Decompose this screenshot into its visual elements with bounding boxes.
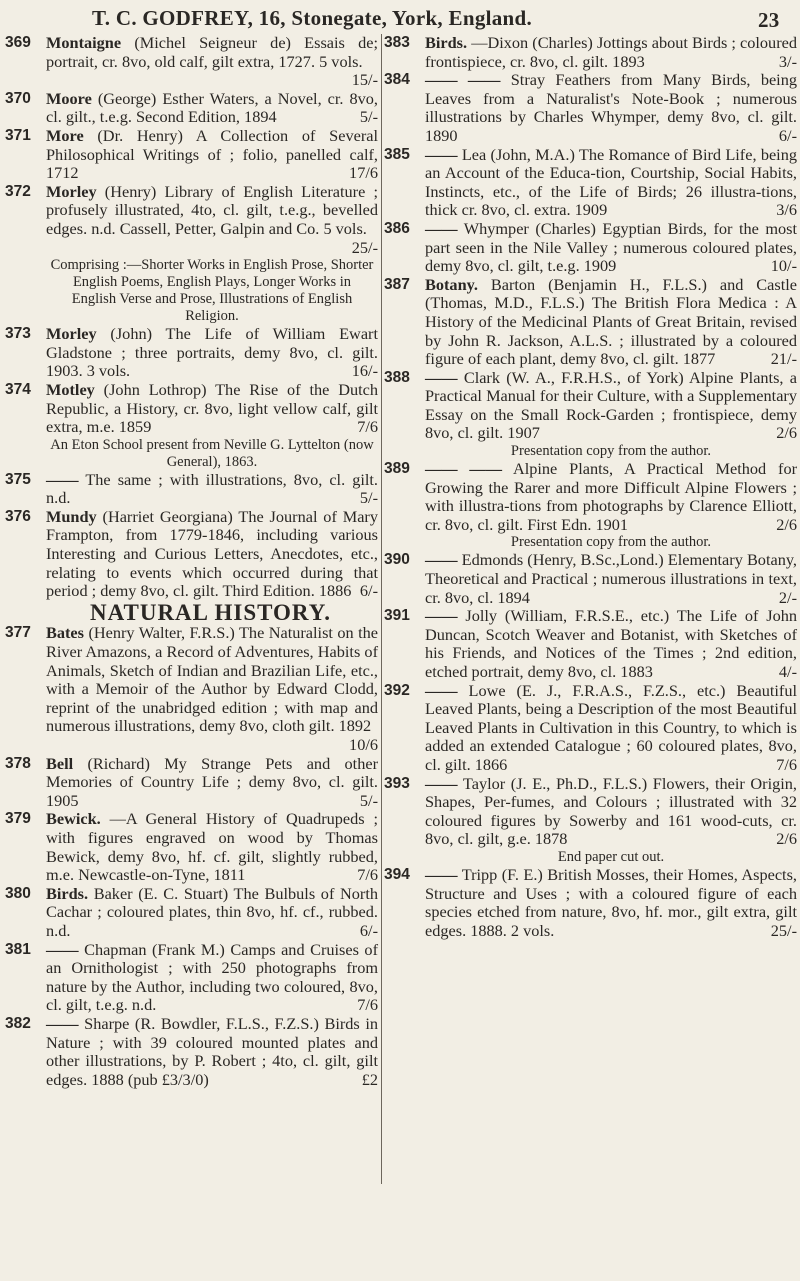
entry-description: Baker (E. C. Stuart) The Bulbuls of North Cachar ; coloured plates, thin 8vo, hf. cf., rubbed. n.d. bbox=[46, 883, 378, 940]
entry-text bbox=[46, 1015, 378, 1089]
entry-price: 25/- bbox=[770, 920, 797, 940]
entry-description: (John Lothrop) The Rise of the Dutch Republic, a History, cr. 8vo, light vellow calf, gilt extra, m.e. 1859 bbox=[46, 379, 378, 437]
entry-text bbox=[46, 755, 378, 811]
entry-price: 7/6 bbox=[357, 417, 378, 437]
entry-description: Whymper (Charles) Egyptian Birds, for the most part seen in the Nile Valley ; numerous coloured plates, demy 8vo, cl. gilt, t.e.g. 1909 bbox=[425, 218, 797, 276]
entry-text bbox=[46, 941, 378, 1015]
entry-author: Birds. bbox=[425, 33, 468, 52]
entry-number: 382 bbox=[5, 1014, 31, 1032]
section-heading: NATURAL HISTORY. bbox=[89, 599, 331, 625]
entry-description: Jolly (William, F.R.S.E., etc.) The Life of John Duncan, Scotch Weaver and Botanist, with Sketches of his Friends, and Notices of the Times ; 2nd edition, etched portrait, demy 8vo, cl. 1883 bbox=[425, 606, 797, 681]
entry-price: 6/- bbox=[359, 581, 378, 601]
entry-description: (Harriet Georgiana) The Journal of Mary Frampton, from 1779-1846, including various Interesting and Curious Letters, Anecdotes, etc., relating to events which occurred during that period ; demy 8vo, cl. gilt. Third Edition. 1886 bbox=[46, 506, 378, 601]
catalogue-entry bbox=[384, 34, 797, 71]
entry-author: Montaigne bbox=[46, 33, 122, 52]
entry-text bbox=[46, 34, 378, 90]
entry-number: 371 bbox=[5, 126, 31, 144]
entry-author: Morley bbox=[46, 324, 97, 344]
entry-author: Botany. bbox=[425, 274, 478, 294]
entry-price: 5/- bbox=[359, 488, 378, 508]
catalogue-entry bbox=[384, 71, 797, 145]
entry-number: 385 bbox=[384, 145, 410, 163]
page-header bbox=[0, 6, 800, 34]
entry-author: Bewick. bbox=[46, 809, 101, 829]
catalogue-entry bbox=[384, 460, 797, 551]
catalogue-entry bbox=[5, 1015, 378, 1089]
entry-author: —— bbox=[425, 680, 458, 700]
entry-number: 372 bbox=[5, 182, 31, 200]
entry-price: 5/- bbox=[359, 790, 378, 810]
catalogue-entry bbox=[5, 381, 378, 471]
entry-description: Tripp (F. E.) British Mosses, their Homes, Aspects, Structure and Uses ; with a coloured figure of each species etched from nature, 8vo, hf. mor., gilt extra, gilt edges. 1888. 2 vols. bbox=[425, 864, 797, 940]
entry-number: 392 bbox=[384, 681, 410, 699]
entry-number: 377 bbox=[5, 624, 31, 642]
entry-author: —— bbox=[425, 367, 458, 387]
entry-description: (John) The Life of William Ewart Gladstone ; three portraits, demy 8vo, cl. gilt. 1903. 3 vols. bbox=[46, 324, 378, 381]
entry-price: 4/- bbox=[778, 662, 797, 681]
entry-description: The same ; with illustrations, 8vo, cl. gilt. n.d. bbox=[46, 469, 378, 508]
entry-text bbox=[425, 460, 797, 534]
entry-author: —— —— bbox=[425, 70, 501, 90]
entry-description: Alpine Plants, A Practical Method for Growing the Rarer and more Difficult Alpine Flowers ; with illustra-tions from photographs by Clarence Elliott, cr. 8vo, cl. gilt. First Edn. 1901 bbox=[425, 459, 798, 534]
catalogue-entry bbox=[5, 183, 378, 325]
catalogue-entry bbox=[5, 34, 378, 90]
catalogue-entry bbox=[5, 755, 378, 811]
entry-author: Birds. bbox=[46, 883, 89, 903]
entry-description: Sharpe (R. Bowdler, F.L.S., F.Z.S.) Birds in Nature ; with 39 coloured mounted plates and other illustrations, by P. Robert ; 4to, cl. gilt, gilt edges. 1888 (pub £3/3/0) bbox=[46, 1013, 378, 1089]
entry-number: 383 bbox=[384, 34, 410, 51]
entry-note: Presentation copy from the author. bbox=[510, 534, 712, 551]
entry-description: Lea (John, M.A.) The Romance of Bird Life, being an Account of the Educa-tion, Courtship, Social Habits, Instincts, etc., of the Life of Birds; 26 illustra-tions, thick cr. 8vo, cl. extra. 1909 bbox=[425, 144, 797, 220]
entry-text bbox=[425, 775, 797, 849]
entry-author: —— bbox=[46, 469, 79, 489]
entry-price: 2/6 bbox=[776, 423, 797, 443]
entry-number: 391 bbox=[384, 607, 410, 625]
entry-text bbox=[425, 607, 797, 681]
entry-text bbox=[425, 369, 797, 443]
entry-number: 386 bbox=[384, 219, 410, 237]
catalogue-entry bbox=[5, 624, 378, 754]
entry-description: Barton (Benjamin H., F.L.S.) and Castle (Thomas, M.D., F.L.S.) The British Flora Medica : A History of the Medicinal Plants of Great Britain, revised by John R. Jackson, A.L.S. ; illustrated by a coloured figure of each plant, demy 8vo, cl. gilt. 1877 bbox=[425, 274, 797, 369]
entry-price: 10/- bbox=[770, 256, 797, 276]
catalogue-entry bbox=[384, 551, 797, 607]
entry-number: 380 bbox=[5, 884, 31, 902]
entry-text bbox=[46, 624, 378, 754]
entry-text bbox=[46, 471, 378, 508]
entry-number: 369 bbox=[5, 34, 31, 51]
entry-description: (Richard) My Strange Pets and other Memories of Country Life ; demy 8vo, cl. gilt. 1905 bbox=[46, 753, 378, 810]
catalogue-entry bbox=[384, 607, 797, 681]
entry-author: —— bbox=[425, 606, 458, 626]
entry-text bbox=[46, 127, 378, 183]
entry-number: 393 bbox=[384, 774, 410, 792]
entry-description: Chapman (Frank M.) Camps and Cruises of an Ornithologist ; with 250 photographs from nature by the Author, including two coloured, 8vo, cl. gilt, t.e.g. n.d. bbox=[46, 939, 378, 1015]
entry-number: 375 bbox=[5, 470, 31, 488]
entry-description: Lowe (E. J., F.R.A.S., F.Z.S., etc.) Beautiful Leaved Plants, being a Description of the most Beautiful Leaved Plants in Cultivation in this Country, to which is added an extended Catalogue ; 60 coloured plates, 8vo, cl. gilt. 1866 bbox=[425, 680, 797, 774]
entry-author: —— bbox=[425, 864, 458, 884]
catalogue-entry bbox=[384, 369, 797, 460]
column-divider bbox=[381, 34, 382, 1184]
entry-description: (Henry Walter, F.R.S.) The Naturalist on the River Amazons, a Record of Adventures, Habits of Animals, Sketch of Indian and Brazilian Life, etc., with a Memoir of the Author by Edward Clodd, reprint of the unabridged edition ; with map and numerous illustrations, demy 8vo, cloth gilt. 1892 bbox=[46, 623, 378, 736]
entry-price: 17/6 bbox=[349, 163, 378, 183]
catalogue-entry bbox=[384, 146, 797, 220]
entry-price: 25/- bbox=[351, 237, 378, 257]
entry-note: Presentation copy from the author. bbox=[510, 443, 712, 460]
entry-author: Morley bbox=[46, 181, 97, 201]
catalogue-entry bbox=[5, 941, 378, 1015]
entry-author: —— bbox=[425, 144, 458, 164]
entry-price: 6/- bbox=[359, 920, 378, 940]
entry-description: (George) Esther Waters, a Novel, cr. 8vo, cl. gilt., t.e.g. Second Edition, 1894 bbox=[46, 88, 378, 127]
entry-author: —— —— bbox=[425, 459, 502, 479]
entry-author: —— bbox=[425, 218, 458, 238]
entry-author: —— bbox=[46, 939, 79, 959]
entry-price: 21/- bbox=[770, 349, 797, 369]
catalogue-entry bbox=[384, 866, 797, 940]
left-column bbox=[5, 34, 378, 1089]
entry-text bbox=[425, 866, 797, 940]
entry-text bbox=[425, 71, 797, 145]
entry-number: 376 bbox=[5, 507, 31, 525]
entry-author: —— bbox=[425, 550, 458, 570]
entry-author: Moore bbox=[46, 88, 92, 108]
entry-description: (Michel Seigneur de) Essais de; portrait, cr. 8vo, old calf, gilt extra, 1727. 5 vols. bbox=[46, 33, 379, 71]
entry-description: Clark (W. A., F.R.H.S., of York) Alpine Plants, a Practical Manual for their Culture, with a Supplementary Essay on the Small Rock-Garden ; frontispiece, demy 8vo, cl. gilt. 1907 bbox=[425, 367, 797, 443]
entry-price: 15/- bbox=[351, 70, 378, 90]
entry-price: 6/- bbox=[778, 125, 797, 145]
entry-number: 388 bbox=[384, 368, 410, 386]
entry-price: 2/6 bbox=[776, 514, 797, 534]
entry-price: 2/6 bbox=[776, 829, 797, 849]
entry-number: 394 bbox=[384, 865, 410, 883]
right-column bbox=[384, 34, 797, 940]
entry-note: Comprising :—Shorter Works in English Prose, Shorter English Poems, English Plays, Longer Works in English Verse and Prose, Illustrations of English Religion. bbox=[50, 257, 374, 325]
catalogue-entry bbox=[384, 682, 797, 775]
entry-number: 378 bbox=[5, 754, 31, 772]
entry-price: 7/6 bbox=[776, 754, 797, 774]
catalogue-entry bbox=[5, 885, 378, 941]
entry-author: —— bbox=[46, 1013, 79, 1033]
entry-number: 381 bbox=[5, 940, 31, 958]
entry-text bbox=[425, 146, 797, 220]
entry-text bbox=[46, 381, 378, 437]
entry-number: 370 bbox=[5, 89, 31, 107]
entry-note: An Eton School present from Neville G. Lyttelton (now General), 1863. bbox=[50, 436, 374, 470]
entry-text bbox=[425, 551, 797, 607]
entry-number: 387 bbox=[384, 275, 410, 293]
entry-text bbox=[425, 682, 797, 775]
entry-description: —A General History of Quadrupeds ; with figures engraved on wood by Thomas Bewick, demy 8vo, hf. cf. gilt, slightly rubbed, m.e. Newcastle-on-Tyne, 1811 bbox=[46, 809, 378, 885]
entry-number: 389 bbox=[384, 460, 410, 478]
entry-description: (Henry) Library of English Literature ; profusely illustrated, 4to, cl. gilt, t.e.g., bevelled edges. n.d. Cassell, Petter, Galpin and Co. 5 vols. bbox=[46, 181, 378, 238]
entry-number: 384 bbox=[384, 71, 410, 89]
entry-author: More bbox=[46, 125, 84, 145]
catalogue-title: T. C. GODFREY, 16, Stonegate, York, England. bbox=[92, 6, 533, 30]
entry-author: —— bbox=[425, 773, 458, 793]
catalogue-entry bbox=[384, 276, 797, 369]
entry-author: Motley bbox=[46, 379, 95, 399]
entry-description: Edmonds (Henry, B.Sc.,Lond.) Elementary Botany, Theoretical and Practical ; numerous illustrations in text, cr. 8vo, cl. 1894 bbox=[425, 550, 797, 607]
catalogue-entry bbox=[5, 127, 378, 183]
catalogue-entry bbox=[384, 220, 797, 276]
catalogue-entry bbox=[5, 810, 378, 884]
entry-price: 16/- bbox=[351, 361, 378, 381]
entry-text bbox=[46, 810, 378, 884]
entry-text bbox=[46, 508, 378, 601]
entry-description: —Dixon (Charles) Jottings about Birds ; coloured frontispiece, cr. 8vo, cl. gilt. 1893 bbox=[425, 33, 797, 71]
entry-price: 3/- bbox=[778, 51, 797, 71]
catalogue-entry bbox=[5, 325, 378, 381]
entry-price: 2/- bbox=[778, 587, 797, 607]
entry-price: 10/6 bbox=[349, 735, 378, 754]
entry-price: 5/- bbox=[359, 107, 378, 127]
entry-author: Bates bbox=[46, 623, 84, 643]
page-number: 23 bbox=[758, 8, 780, 32]
entry-text bbox=[425, 220, 797, 276]
entry-author: Bell bbox=[46, 753, 74, 773]
entry-number: 373 bbox=[5, 325, 31, 343]
entry-price: 3/6 bbox=[776, 200, 797, 220]
entry-text bbox=[46, 90, 378, 127]
catalogue-entry bbox=[5, 90, 378, 127]
entry-number: 379 bbox=[5, 810, 31, 828]
entry-text bbox=[46, 885, 378, 941]
entry-text bbox=[46, 325, 378, 381]
entry-description: Taylor (J. E., Ph.D., F.L.S.) Flowers, their Origin, Shapes, Per-fumes, and Colours ; illustrated with 32 coloured figures by Sowerby and 161 wood-cuts, cr. 8vo, cl. gilt, g.e. 1878 bbox=[425, 773, 797, 849]
entry-note: End paper cut out. bbox=[557, 848, 665, 865]
entry-text bbox=[425, 276, 797, 369]
entry-price: 7/6 bbox=[357, 995, 378, 1015]
entry-text bbox=[425, 34, 797, 71]
entry-price: £2 bbox=[361, 1069, 378, 1089]
entry-number: 390 bbox=[384, 551, 410, 569]
entry-price: 7/6 bbox=[357, 865, 378, 885]
catalogue-entry bbox=[5, 508, 378, 601]
entry-description: (Dr. Henry) A Collection of Several Philosophical Writings of ; folio, panelled calf, 1712 bbox=[46, 125, 378, 183]
entry-text bbox=[46, 183, 378, 257]
catalogue-entry bbox=[384, 775, 797, 866]
entry-description: Stray Feathers from Many Birds, being Leaves from a Naturalist's Note-Book ; numerous illustrations by Charles Whymper, demy 8vo, cl. gilt. 1890 bbox=[425, 70, 797, 145]
entry-number: 374 bbox=[5, 380, 31, 398]
catalogue-entry bbox=[5, 471, 378, 508]
entry-author: Mundy bbox=[46, 506, 97, 526]
